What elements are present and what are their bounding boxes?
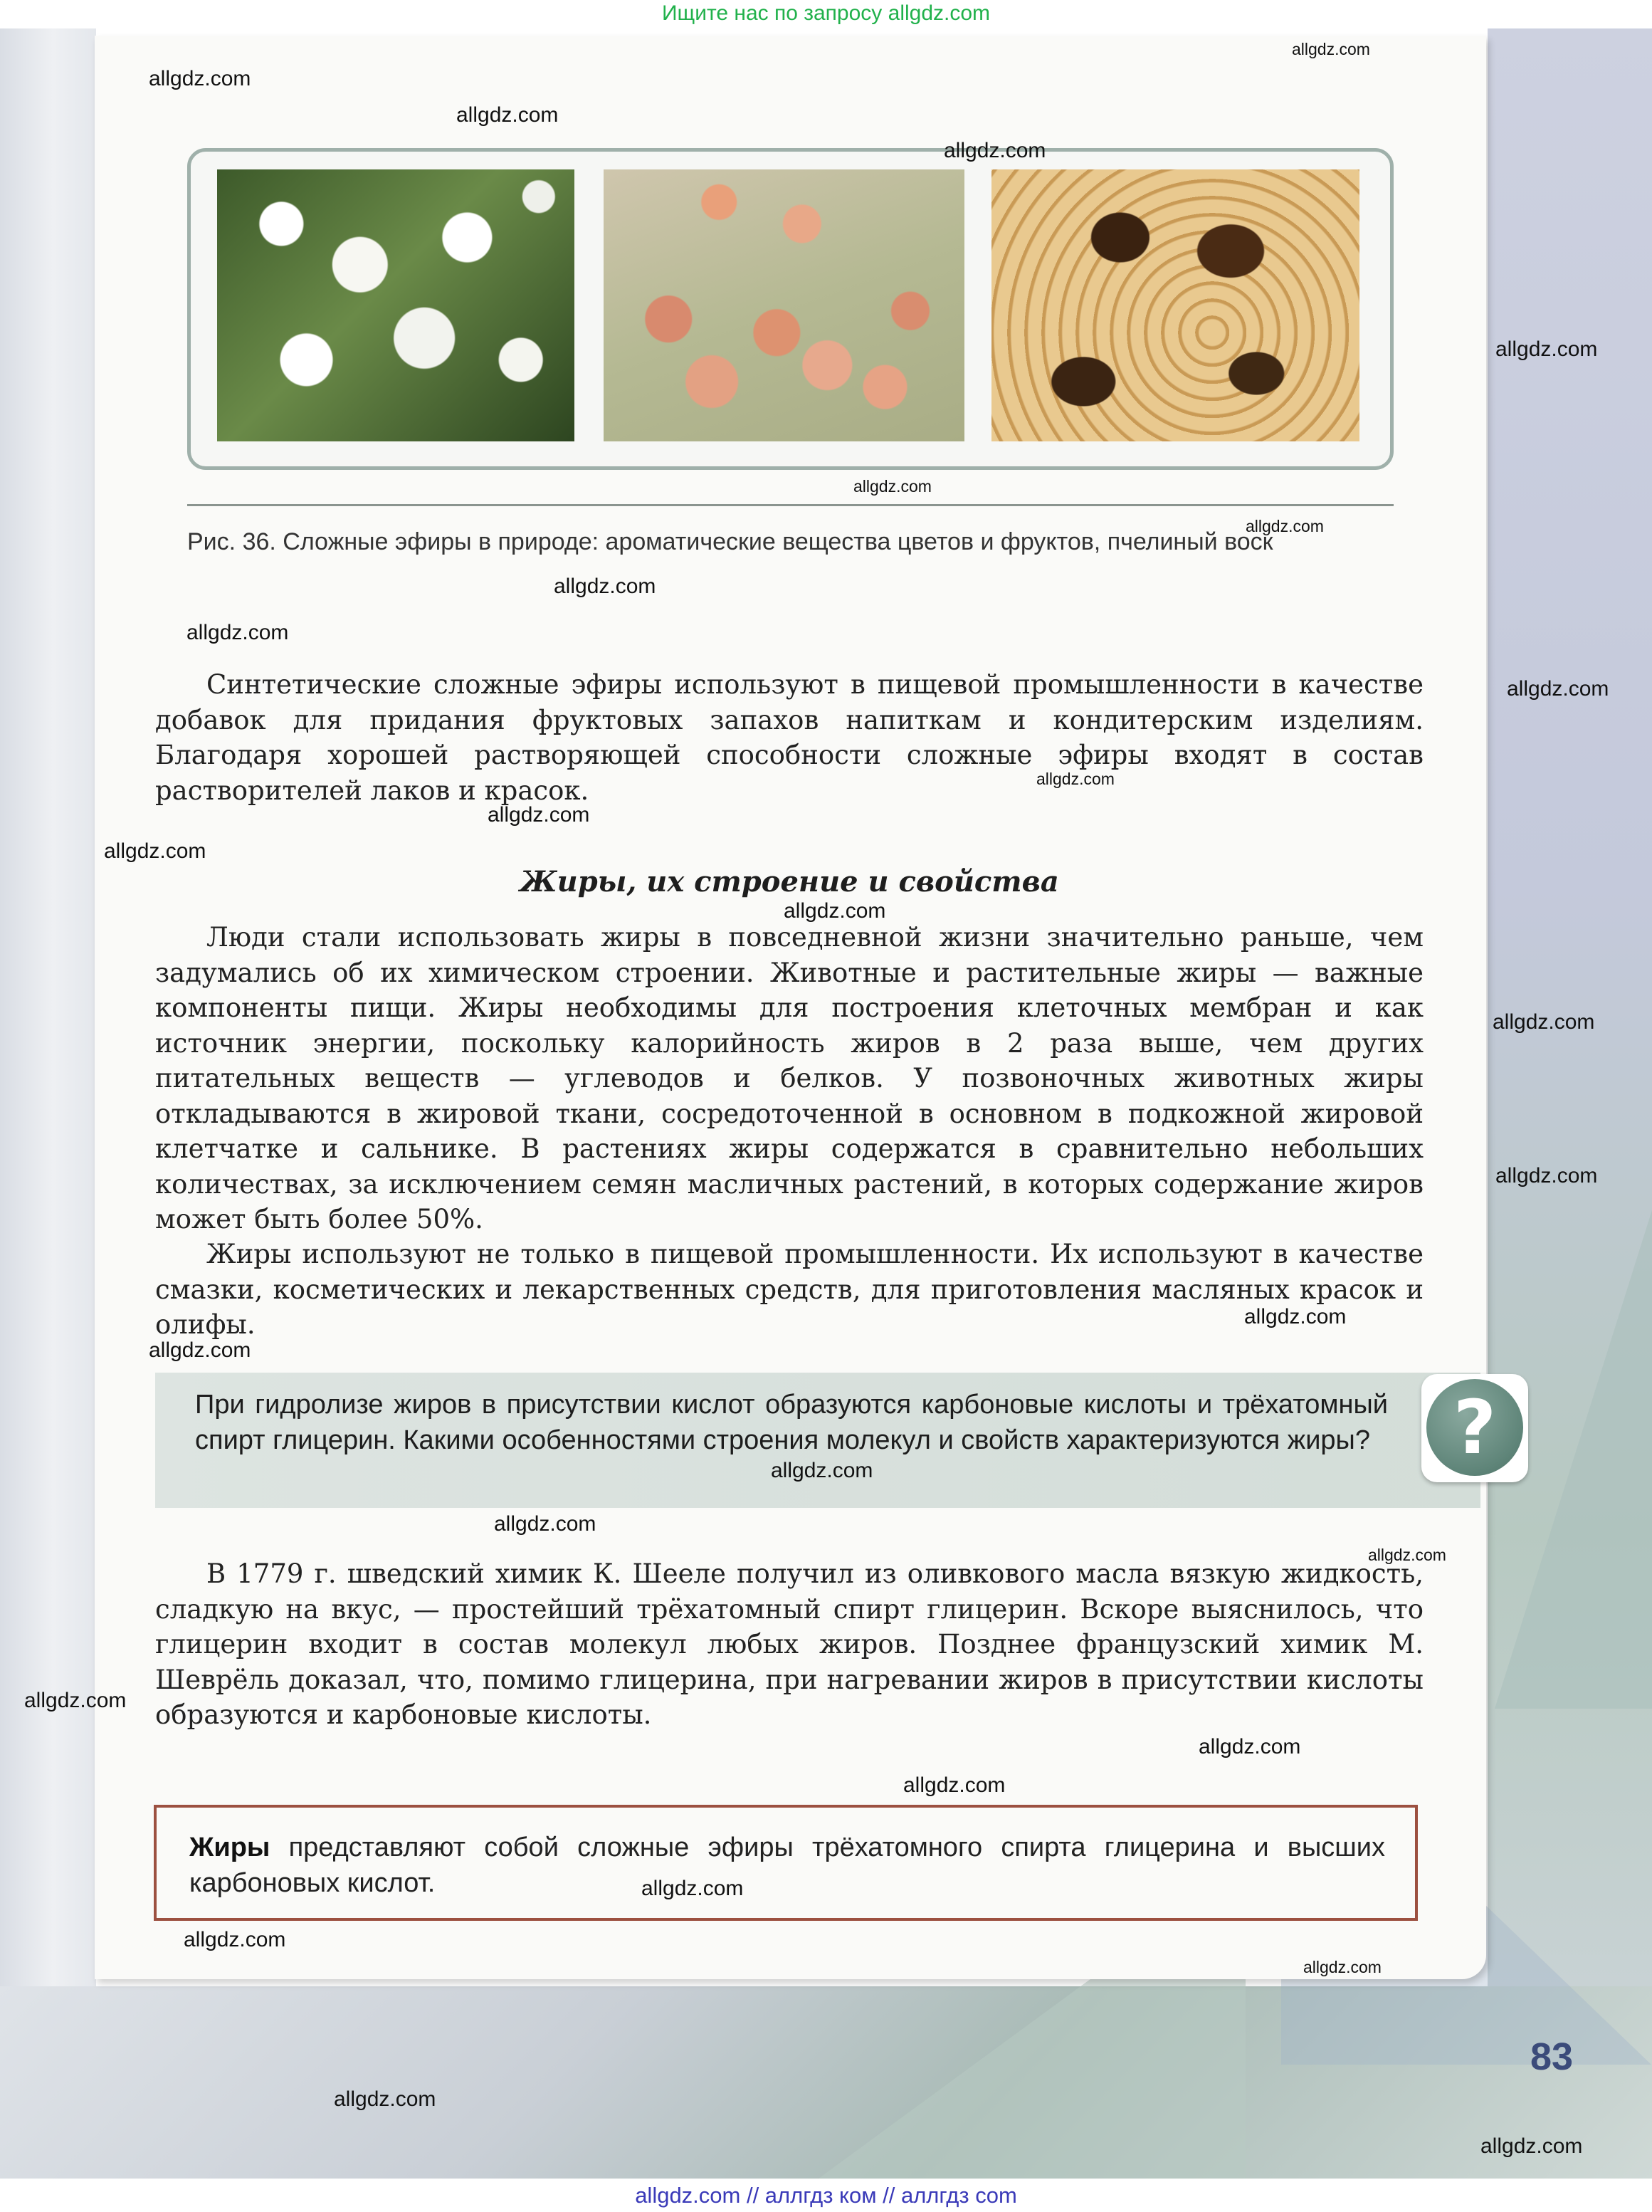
section-heading: Жиры, их строение и свойства [520, 865, 1059, 898]
paragraph: Люди стали использовать жиры в повседневной жизни значительно раньше, чем задумались об их химическом строении. Животные и растительные жиры — важные компоненты пищи. Жиры необходимы для построения клеточных мембран и как источник энергии, поскольку калорийность жиров в 2 раза выше, чем других питательных веществ — углеводов и белков. У позвоночных животных жиры откладываются в жировой ткани, сосредоточенной в основном в подкожной жировой клетчатке и сальнике. В растениях жиры содержатся в сравнительно небольших количествах, за исключением семян масличных растений, в которых содержание жиров может быть более 50%. [155, 922, 1424, 1235]
watermark: allgdz.com [1303, 1958, 1382, 1976]
watermark: allgdz.com [554, 575, 656, 598]
definition-term: Жиры [189, 1833, 270, 1862]
photo-fruits-on-branch [604, 169, 964, 441]
watermark: allgdz.com [771, 1459, 873, 1482]
watermark: allgdz.com [1199, 1735, 1301, 1758]
bottom-banner[interactable]: allgdz.com // аллгдз ком // аллгдз com [0, 2179, 1652, 2212]
photo-jasmine-flowers [217, 169, 574, 441]
watermark: allgdz.com [456, 103, 559, 127]
watermark: allgdz.com [944, 139, 1046, 162]
watermark: allgdz.com [24, 1689, 127, 1712]
definition-body: представляют собой сложные эфиры трёхатомного спирта глицерина и высших карбоновых кислот. [189, 1833, 1385, 1898]
watermark: allgdz.com [1292, 40, 1370, 58]
watermark: allgdz.com [334, 2087, 436, 2111]
definition-text [189, 1830, 1385, 1901]
paragraph: В 1779 г. шведский химик К. Шееле получил из оливкового масла вязкую жидкость, сладкую на вкус, — простейший трёхатомный спирт глицерин. Вскоре выяснилось, что глицерин входит в состав молекул любых жиров. Позднее французский химик М. Шеврёль доказал, что, помимо глицерина, при нагревании жиров в присутствии кислоты образуются и карбоновые кислоты. [155, 1558, 1424, 1730]
watermark: allgdz.com [1368, 1546, 1446, 1564]
paragraph: Жиры используют не только в пищевой промышленности. Их используют в качестве смазки, косметических и лекарственных средств, для приготовления масляных красок и олифы. [155, 1239, 1424, 1340]
question-mark-glyph: ? [1453, 1384, 1497, 1471]
watermark: allgdz.com [1246, 517, 1324, 535]
watermark: allgdz.com [1495, 337, 1598, 361]
watermark: allgdz.com [1495, 1164, 1598, 1188]
watermark: allgdz.com [184, 1928, 286, 1951]
watermark: allgdz.com [494, 1512, 596, 1536]
top-banner[interactable]: Ищите нас по запросу allgdz.com [661, 1, 991, 25]
watermark: allgdz.com [853, 477, 932, 496]
photo-bees-on-honeycomb [991, 169, 1359, 441]
watermark: allgdz.com [488, 803, 590, 827]
watermark: allgdz.com [1244, 1305, 1347, 1328]
caption-divider [187, 504, 1394, 506]
left-page-edge [0, 28, 96, 2179]
watermark: allgdz.com [104, 839, 206, 863]
watermark: allgdz.com [149, 1338, 251, 1362]
question-text: При гидролизе жиров в присутствии кислот образуются карбоновые кислоты и трёхатомный спирт глицерин. Какими особенностями строения молекул и свойств характеризуются жиры? [195, 1390, 1388, 1455]
page-number: 83 [1530, 2035, 1574, 2078]
question-mark-icon [1426, 1379, 1523, 1476]
watermark: allgdz.com [186, 621, 289, 644]
figure-caption: Рис. 36. Сложные эфиры в природе: ароматические вещества цветов и фруктов, пчелиный воск [187, 528, 1273, 555]
watermark: allgdz.com [1493, 1010, 1595, 1034]
watermark: allgdz.com [903, 1773, 1006, 1797]
watermark: allgdz.com [149, 67, 251, 90]
watermark: allgdz.com [1036, 770, 1115, 788]
watermark: allgdz.com [641, 1877, 744, 1900]
watermark: allgdz.com [784, 899, 886, 923]
watermark: allgdz.com [1480, 2134, 1583, 2158]
watermark: allgdz.com [1507, 677, 1609, 701]
paragraph: Синтетические сложные эфиры используют в пищевой промышленности в качестве добавок для придания фруктовых запахов напиткам и кондитерским изделиям. Благодаря хорошей растворяющей способности сложные эфиры входят в состав растворителей лаков и красок. [155, 669, 1424, 806]
